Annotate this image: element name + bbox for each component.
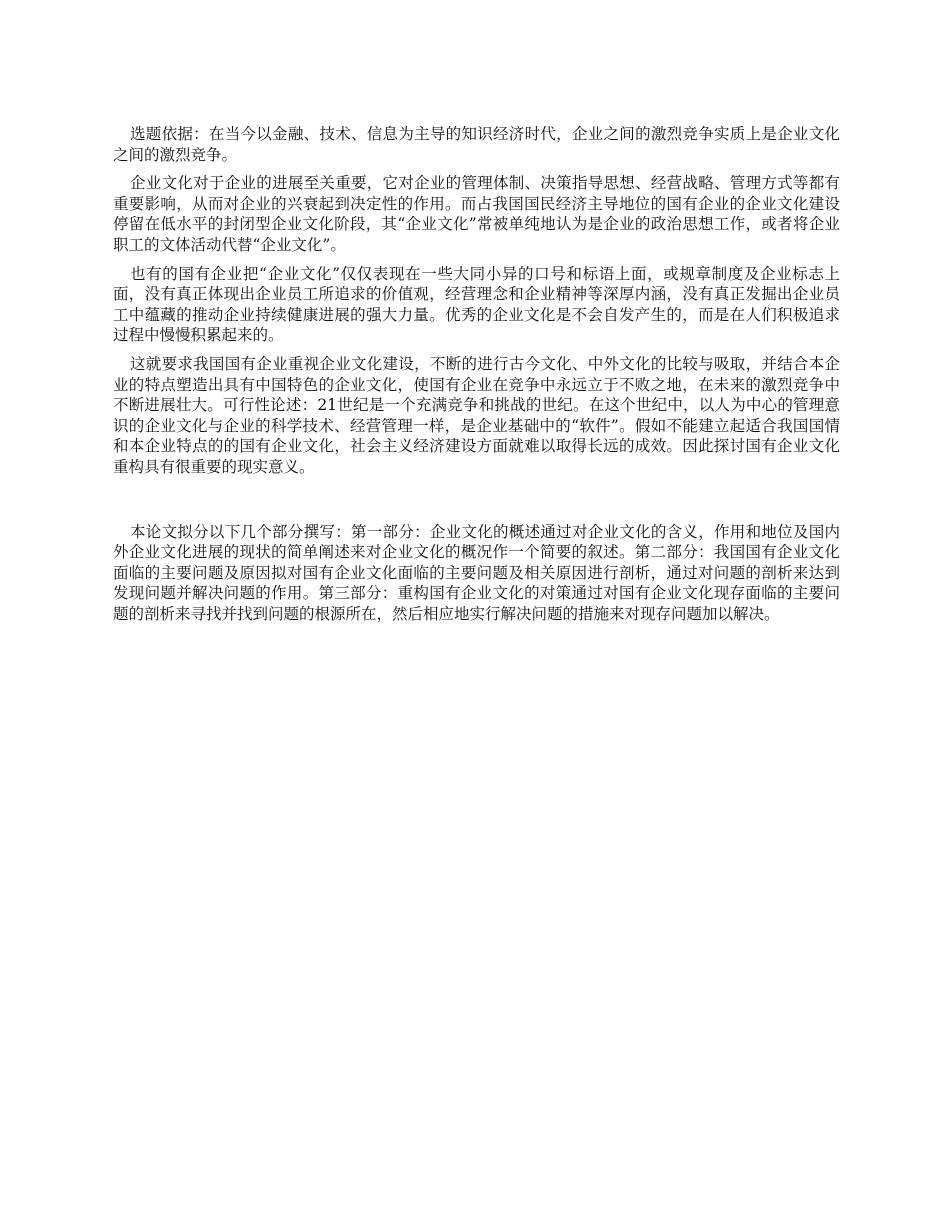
paragraph-feasibility: 这就要求我国国有企业重视企业文化建设，不断的进行古今文化、中外文化的比较与吸取，并结合本企业的特点塑造出具有中国特色的企业文化，使国有企业在竞争中永远立于不败之地，在未来的激烈竞争中不断进展壮大。可行性论述：21世纪是一个充满竞争和挑战的世纪。在这个世纪中，以人为中心的管理意识的企业文化与企业的科学技术、经营管理一样，是企业基础中的“软件”。假如不能建立起适合我国国情和本企业特点的的国有企业文化，社会主义经济建设方面就难以取得长远的成效。因此探讨国有企业文化重构具有很重要的现实意义。 [113,354,840,476]
document-page [113,124,840,632]
paragraph-thesis-structure: 本论文拟分以下几个部分撰写：第一部分：企业文化的概述通过对企业文化的含义，作用和地位及国内外企业文化进展的现状的简单阐述来对企业文化的概况作一个简要的叙述。第二部分：我国国有企业文化面临的主要问题及原因拟对国有企业文化面临的主要问题及相关原因进行剖析，通过对问题的剖析来达到发现问题并解决问题的作用。第三部分：重构国有企业文化的对策通过对国有企业文化现存面临的主要问题的剖析来寻找并找到问题的根源所在，然后相应地实行解决问题的措施来对现存问题加以解决。 [113,522,840,623]
paragraph-topic-basis: 选题依据：在当今以金融、技术、信息为主导的知识经济时代，企业之间的激烈竞争实质上是企业文化之间的激烈竞争。 [113,125,840,164]
paragraph-superficial-culture: 也有的国有企业把“企业文化”仅仅表现在一些大同小异的口号和标语上面，或规章制度及企业标志上面，没有真正体现出企业员工所追求的价值观，经营理念和企业精神等深厚内涵，没有真正发掘出企业员工中蕴藏的推动企业持续健康进展的强大力量。优秀的企业文化是不会自发产生的，而是在人们积极追求过程中慢慢积累起来的。 [113,264,840,345]
paragraph-culture-importance: 企业文化对于企业的进展至关重要，它对企业的管理体制、决策指导思想、经营战略、管理方式等都有重要影响，从而对企业的兴衰起到决定性的作用。而占我国国民经济主导地位的国有企业的企业文化建设停留在低水平的封闭型企业文化阶段，其“企业文化”常被单纯地认为是企业的政治思想工作，或者将企业职工的文体活动代替“企业文化”。 [113,174,840,254]
